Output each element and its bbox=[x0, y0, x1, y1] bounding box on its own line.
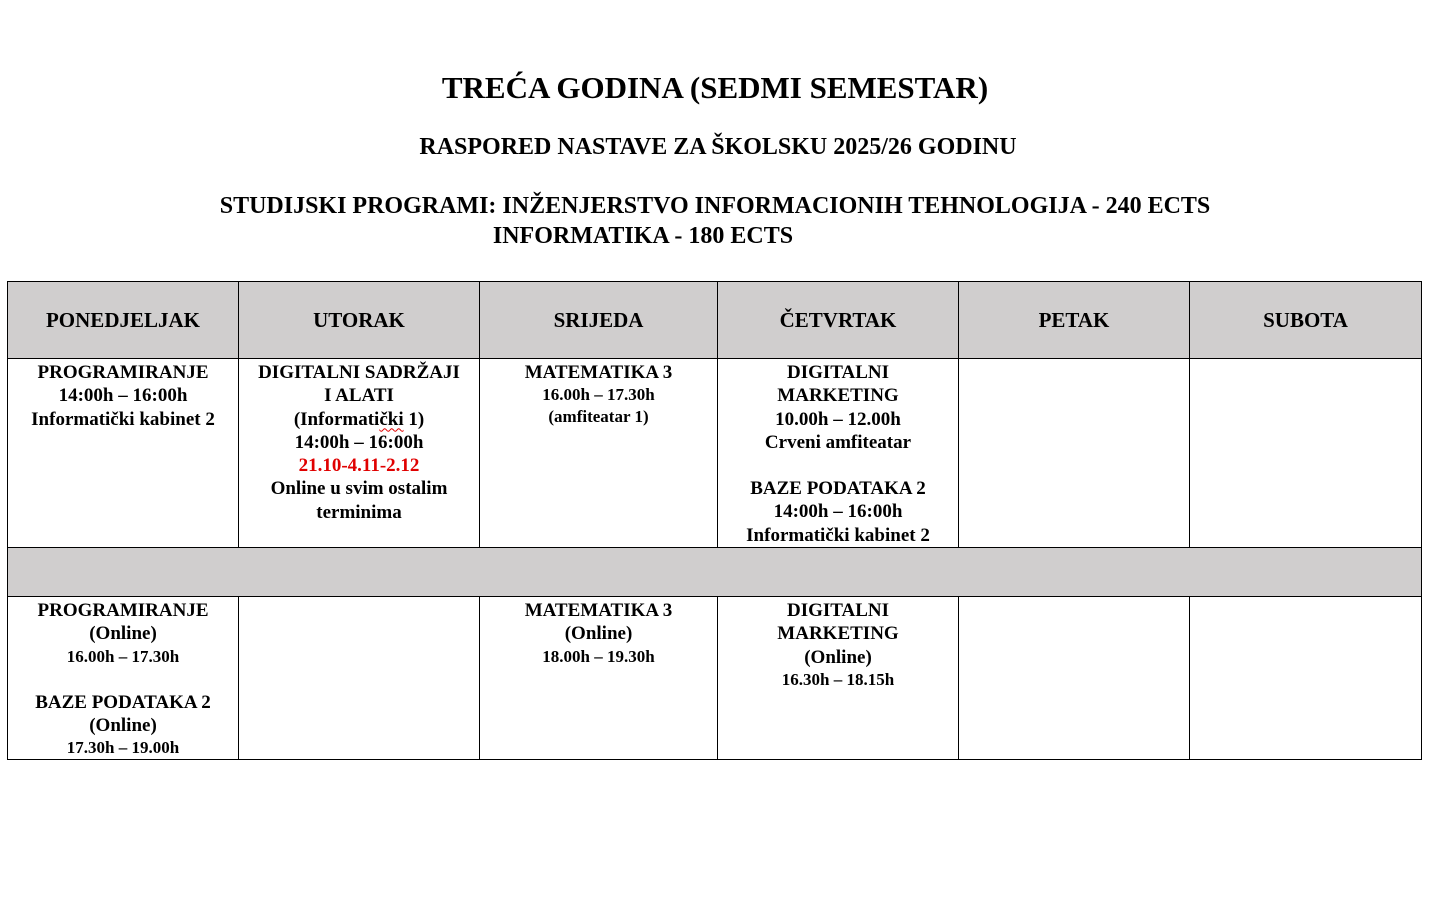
course-mode: (Online) bbox=[804, 646, 872, 668]
course-mode: (Online) bbox=[564, 623, 633, 645]
room-suffix: 1) bbox=[403, 408, 425, 430]
cell-thursday-2 bbox=[718, 597, 959, 760]
course-time: 14:00h – 16:00h bbox=[773, 501, 903, 523]
course-name: DIGITALNI bbox=[786, 600, 890, 622]
day-header-thursday: ČETVRTAK bbox=[718, 282, 959, 359]
cell-tuesday-2 bbox=[239, 597, 480, 760]
separator-row bbox=[8, 548, 1422, 597]
course-name: PROGRAMIRANJE bbox=[37, 362, 209, 383]
course-name: BAZE PODATAKA 2 bbox=[35, 691, 211, 713]
course-name: BAZE PODATAKA 2 bbox=[750, 478, 926, 500]
schedule-table bbox=[7, 281, 1422, 760]
course-note: Online u svim ostalim bbox=[270, 478, 448, 500]
cell-saturday-2 bbox=[1190, 597, 1422, 760]
course-note-cont: terminima bbox=[316, 501, 402, 523]
day-header-saturday: SUBOTA bbox=[1190, 282, 1422, 359]
course-time: 16.00h – 17.30h bbox=[542, 385, 655, 405]
day-header-friday: PETAK bbox=[959, 282, 1190, 359]
cell-wednesday-2 bbox=[480, 597, 718, 760]
course-room bbox=[239, 408, 479, 431]
cell-tuesday-1 bbox=[239, 359, 480, 548]
cell-monday-2 bbox=[8, 597, 239, 760]
spacer bbox=[718, 454, 958, 477]
course-time: 16.30h – 18.15h bbox=[781, 669, 895, 689]
course-time: 14:00h – 16:00h bbox=[294, 431, 424, 453]
course-room: Informatički kabinet 2 bbox=[746, 524, 930, 546]
course-time: 16.00h – 17.30h bbox=[66, 646, 180, 666]
course-time: 17.30h – 19.00h bbox=[66, 738, 180, 758]
day-header-tuesday: UTORAK bbox=[239, 282, 480, 359]
course-time: 18.00h – 19.30h bbox=[542, 646, 655, 666]
table-row-inperson bbox=[8, 359, 1422, 548]
cell-monday-1 bbox=[8, 359, 239, 548]
course-mode: (Online) bbox=[89, 623, 157, 645]
cell-friday-2 bbox=[959, 597, 1190, 760]
cell-thursday-1 bbox=[718, 359, 959, 548]
cell-saturday-1 bbox=[1190, 359, 1422, 548]
course-name-cont: MARKETING bbox=[777, 623, 899, 645]
day-header-wednesday: SRIJEDA bbox=[480, 282, 718, 359]
room-prefix: (Informati bbox=[293, 408, 380, 430]
course-name: PROGRAMIRANJE bbox=[37, 600, 209, 622]
course-time: 14:00h – 16:00h bbox=[58, 385, 188, 407]
course-name: MATEMATIKA 3 bbox=[524, 362, 673, 383]
day-header-row bbox=[8, 282, 1422, 359]
course-name-cont: I ALATI bbox=[324, 385, 394, 407]
course-mode: (Online) bbox=[89, 714, 157, 736]
programs-line-1: STUDIJSKI PROGRAMI: INŽENJERSTVO INFORMACIONIH TEHNOLOGIJA - 240 ECTS bbox=[219, 193, 1211, 219]
course-room: Crveni amfiteatar bbox=[764, 431, 912, 453]
course-name: DIGITALNI SADRŽAJI bbox=[258, 362, 460, 383]
course-name-cont: MARKETING bbox=[777, 385, 899, 407]
separator-cell bbox=[8, 548, 1422, 597]
document-title: TREĆA GODINA (SEDMI SEMESTAR) bbox=[441, 70, 989, 105]
course-room: (amfiteatar 1) bbox=[548, 407, 649, 427]
cell-wednesday-1 bbox=[480, 359, 718, 548]
course-dates: 21.10-4.11-2.12 bbox=[298, 455, 420, 477]
spacer bbox=[8, 668, 238, 691]
course-name: DIGITALNI bbox=[786, 362, 890, 383]
course-time: 10.00h – 12.00h bbox=[775, 408, 901, 430]
course-room: Informatički kabinet 2 bbox=[31, 408, 215, 430]
course-name: MATEMATIKA 3 bbox=[524, 600, 673, 622]
cell-friday-1 bbox=[959, 359, 1190, 548]
document-subtitle: RASPORED NASTAVE ZA ŠKOLSKU 2025/26 GODINU bbox=[419, 134, 1017, 160]
room-spellcheck-word: čki bbox=[379, 408, 404, 430]
day-header-monday: PONEDJELJAK bbox=[8, 282, 239, 359]
programs-line-2: INFORMATIKA - 180 ECTS bbox=[492, 223, 794, 249]
table-row-online bbox=[8, 597, 1422, 760]
